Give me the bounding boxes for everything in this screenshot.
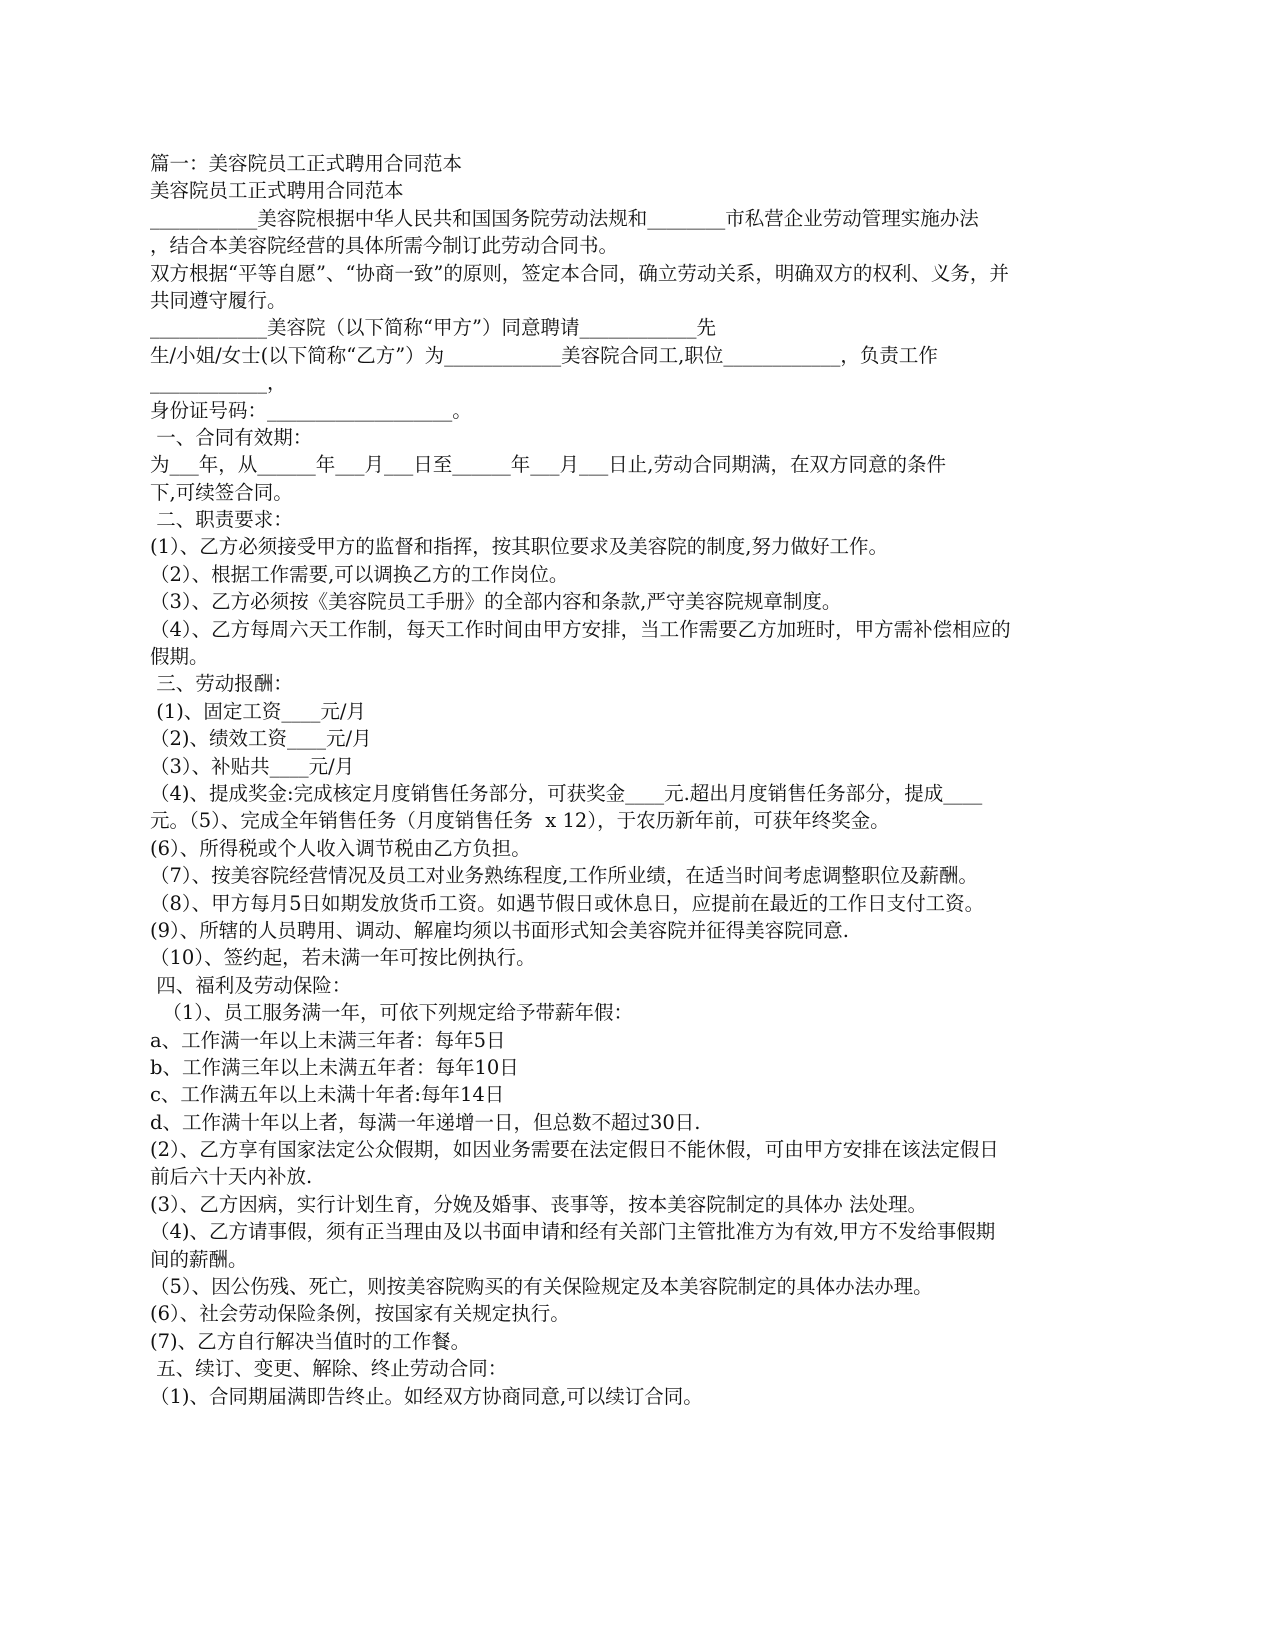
text-line: （2)、绩效工资____元/月 xyxy=(150,727,372,751)
text-line: 为___年，从______年___月___日至______年___月___日止,劳动合同期满，在双方同意的条件 xyxy=(150,453,946,477)
text-line: 间的薪酬。 xyxy=(150,1247,248,1271)
text-line: 下,可续签合同。 xyxy=(150,480,293,504)
contract-title: 美容院员工正式聘用合同范本 xyxy=(150,179,404,203)
text-line: (6）、社会劳动保险条例，按国家有关规定执行。 xyxy=(150,1302,570,1326)
section-heading: 篇一：美容院员工正式聘用合同范本 xyxy=(150,152,463,175)
text-line: (2）、乙方享有国家法定公众假期，如因业务需要在法定假日不能休假，可由甲方安排在该法定假日 xyxy=(150,1138,999,1162)
text-line: （8）、甲方每月5日如期发放货币工资。如遇节假日或休息日，应提前在最近的工作日支付工资。 xyxy=(150,891,985,915)
text-line: （1）、员工服务满一年，可依下列规定给予带薪年假： xyxy=(150,1001,634,1025)
text-line: ，结合本美容院经营的具体所需今制订此劳动合同书。 xyxy=(150,234,619,258)
text-line: ____________美容院（以下简称“甲方”）同意聘请____________先 xyxy=(150,316,716,340)
text-line: (1）、乙方必须接受甲方的监督和指挥，按其职位要求及美容院的制度,努力做好工作。 xyxy=(150,535,888,559)
text-line: ___________美容院根据中华人民共和国国务院劳动法规和________市私营企业劳动管理实施办法 xyxy=(150,206,979,230)
clause-heading: 一、合同有效期： xyxy=(150,425,313,449)
text-line: 身份证号码：___________________。 xyxy=(150,398,472,422)
text-line: b、工作满三年以上未满五年者：每年10日 xyxy=(150,1055,519,1079)
text-line: a、工作满一年以上未满三年者：每年5日 xyxy=(150,1028,506,1052)
text-line: 前后六十天内补放. xyxy=(150,1165,313,1189)
text-line: （3）、补贴共____元/月 xyxy=(150,754,355,778)
clause-heading: 三、劳动报酬： xyxy=(150,672,293,696)
text-line: 假期。 xyxy=(150,645,209,669)
text-line: 双方根据“平等自愿”、“协商一致”的原则，签定本合同，确立劳动关系，明确双方的权利、义务，并 xyxy=(150,261,1009,285)
text-line: （5）、因公伤残、死亡，则按美容院购买的有关保险规定及本美容院制定的具体办法办理。 xyxy=(150,1275,933,1299)
text-line: c、工作满五年以上未满十年者:每年14日 xyxy=(150,1083,505,1107)
text-line: （3）、乙方必须按《美容院员工手册》的全部内容和条款,严守美容院规章制度。 xyxy=(150,590,842,614)
text-line: d、工作满十年以上者，每满一年递增一日，但总数不超过30日. xyxy=(150,1110,701,1134)
text-line: (7)、乙方自行解决当值时的工作餐。 xyxy=(150,1329,471,1353)
text-line: (3）、乙方因病，实行计划生育，分娩及婚事、丧事等，按本美容院制定的具体办 法处理。 xyxy=(150,1192,927,1216)
text-line: （4）、乙方每周六天工作制，每天工作时间由甲方安排，当工作需要乙方加班时，甲方需补偿相应的 xyxy=(150,617,1011,641)
text-line: (6）、所得税或个人收入调节税由乙方负担。 xyxy=(150,836,531,860)
text-line: ____________， xyxy=(150,371,287,395)
text-line: 元。（5）、完成全年销售任务（月度销售任务 x 12），于农历新年前，可获年终奖金。 xyxy=(150,809,890,833)
text-line: （7）、按美容院经营情况及员工对业务熟练程度,工作所业绩，在适当时间考虑调整职位及薪酬。 xyxy=(150,864,978,888)
clause-heading: 五、续订、变更、解除、终止劳动合同： xyxy=(150,1357,508,1381)
clause-heading: 二、职责要求： xyxy=(150,508,293,532)
text-line: （10）、签约起，若未满一年可按比例执行。 xyxy=(150,946,536,970)
text-line: （4)、提成奖金:完成核定月度销售任务部分，可获奖金____元.超出月度销售任务部分，提成____ xyxy=(150,781,983,805)
text-line: 生/小姐/女士(以下简称“乙方”）为____________美容院合同工,职位____________，负责工作 xyxy=(150,343,938,367)
clause-heading: 四、福利及劳动保险： xyxy=(150,973,352,997)
document-body xyxy=(150,150,1126,1410)
text-line: (9）、所辖的人员聘用、调动、解雇均须以书面形式知会美容院并征得美容院同意. xyxy=(150,918,849,942)
text-line: （1)、合同期届满即告终止。如经双方协商同意,可以续订合同。 xyxy=(150,1384,703,1408)
text-line: （4)、乙方请事假，须有正当理由及以书面申请和经有关部门主管批准方为有效,甲方不发给事假期 xyxy=(150,1220,996,1244)
text-line: （2）、根据工作需要,可以调换乙方的工作岗位。 xyxy=(150,562,569,586)
text-line: (1)、固定工资____元/月 xyxy=(150,699,366,723)
text-line: 共同遵守履行。 xyxy=(150,288,287,312)
